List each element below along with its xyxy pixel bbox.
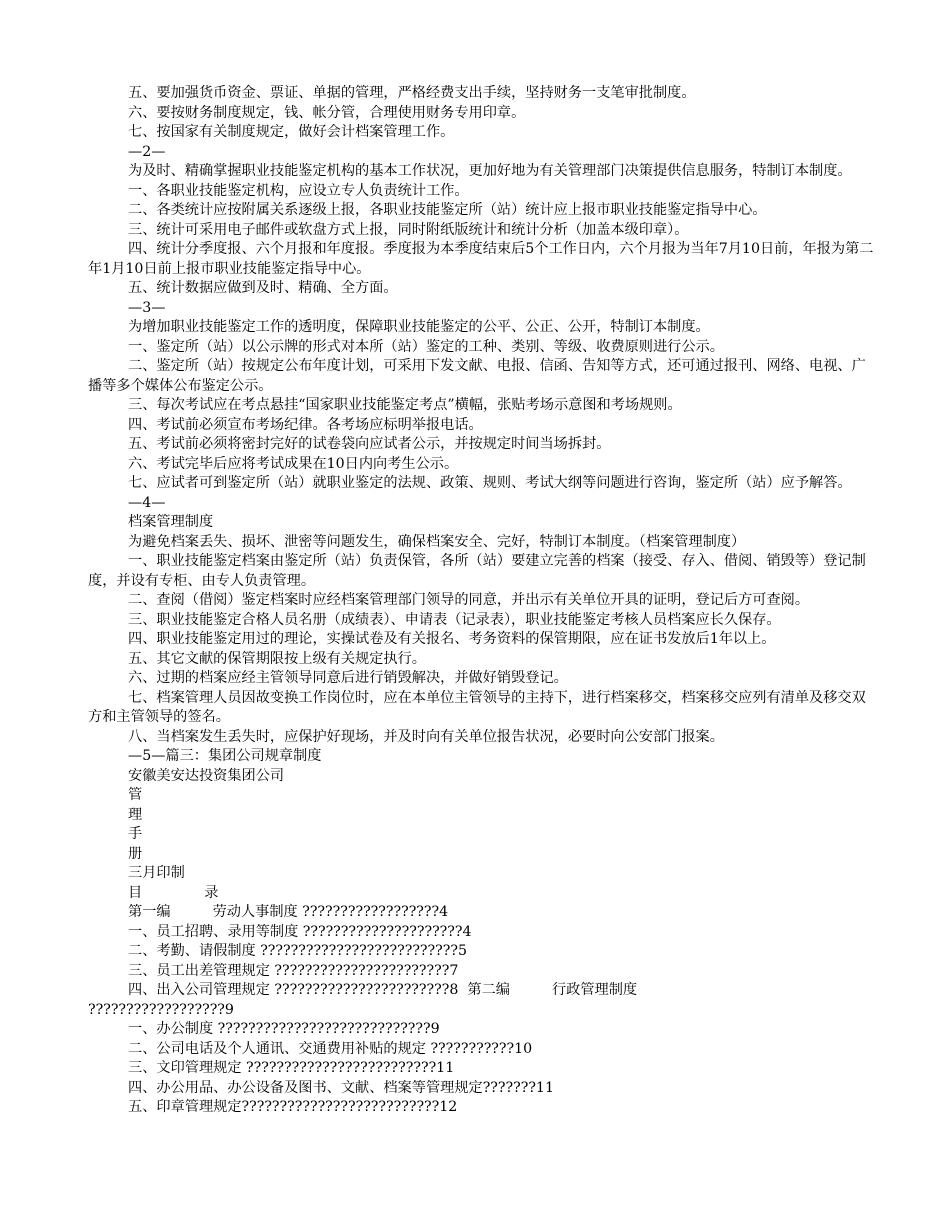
print-date: 三月印制: [128, 865, 185, 881]
paragraph: 四、统计分季度报、六个月报和年度报。季度报为本季度结束后5个工作日内，六个月报为当年7月10日前，年报为第二年1月10日前上报市职业技能鉴定指导中心。: [88, 241, 874, 277]
paragraph: 三、职业技能鉴定合格人员名册（成绩表）、申请表（记录表），职业技能鉴定考核人员档案应长久保存。: [128, 611, 781, 628]
toc-entry: 二、考勤、请假制度 ??????????????????????????5: [128, 943, 467, 959]
paragraph: 五、考试前必须将密封完好的试卷袋向应试者公示，并按规定时间当场拆封。: [128, 436, 611, 452]
paragraph: 四、职业技能鉴定用过的理论，实操试卷及有关报名、考务资料的保管期限，应在证书发放后1年以上。: [128, 631, 776, 647]
paragraph: 六、要按财务制度规定，钱、帐分管，合理使用财务专用印章。: [128, 104, 526, 121]
page-number: —3—: [128, 299, 166, 316]
paragraph: 一、各职业技能鉴定机构，应设立专人负责统计工作。: [128, 182, 469, 199]
paragraph: 二、查阅（借阅）鉴定档案时应经档案管理部门领导的同意，并出示有关单位开具的证明，登记后方可查阅。: [128, 592, 810, 608]
paragraph: 为及时、精确掌握职业技能鉴定机构的基本工作状况，更加好地为有关管理部门决策提供信息服务，特制订本制度。: [128, 163, 852, 179]
toc-entry-title: 四、出入公司管理规定 ???????????????????????8: [128, 982, 459, 998]
toc-entry: 二、公司电话及个人通讯、交通费用补贴的规定 ???????????10: [128, 1040, 533, 1057]
paragraph: 为增加职业技能鉴定工作的透明度，保障职业技能鉴定的公平、公正、公开，特制订本制度。: [128, 319, 710, 335]
page-number: —4—: [128, 494, 166, 511]
manual-title-char: 手: [128, 826, 143, 842]
toc-heading: [88, 884, 878, 904]
page-number: —2—: [128, 143, 166, 160]
toc-entry-title: 劳动人事制度 ??????????????????4: [212, 904, 449, 920]
paragraph: 一、职业技能鉴定档案由鉴定所（站）负责保管，各所（站）要建立完善的档案（接受、存入、借阅、销毁等）登记制度，并设有专柜、由专人负责管理。: [88, 553, 866, 589]
paragraph: 三、每次考试应在考点悬挂“国家职业技能鉴定考点”横幅，张贴考场示意图和考场规则。: [128, 397, 682, 413]
paragraph: 六、考试完毕后应将考试成果在10日内向考生公示。: [128, 455, 459, 472]
paragraph: 七、档案管理人员因故变换工作岗位时，应在本单位主管领导的主持下，进行档案移交，档案移交应列有清单及移交双方和主管领导的签名。: [88, 689, 866, 725]
paragraph: 五、要加强货币资金、票证、单据的管理，严格经费支出手续，坚持财务一支笔审批制度。: [128, 85, 696, 101]
toc-entry: 五、印章管理规定??????????????????????????12: [128, 1099, 458, 1115]
toc-entry: 一、员工招聘、录用等制度 ?????????????????????4: [128, 923, 472, 940]
paragraph: 二、各类统计应按附属关系逐级上报，各职业技能鉴定所（站）统计应上报市职业技能鉴定指导中心。: [128, 202, 767, 218]
paragraph: 为避免档案丢失、损坏、泄密等问题发生，确保档案安全、完好，特制订本制度。（档案管理制度）: [128, 533, 746, 550]
company-name: 安徽美安达投资集团公司: [128, 767, 285, 784]
page-number: —5—篇三：集团公司规章制度: [128, 748, 322, 764]
toc-entry: 三、员工出差管理规定 ???????????????????????7: [128, 962, 459, 979]
toc-entry: [88, 981, 878, 1001]
paragraph: 七、应试者可到鉴定所（站）就职业鉴定的法规、政策、规则、考试大纲等问题进行咨询，鉴定所（站）应予解答。: [128, 475, 852, 491]
toc-heading-char: 录: [204, 884, 219, 901]
paragraph: 五、其它文献的保管期限按上级有关规定执行。: [128, 650, 426, 667]
paragraph: 三、统计可采用电子邮件或软盘方式上报，同时附纸版统计和统计分析（加盖本级印章）。: [128, 221, 689, 238]
section-heading: 档案管理制度: [128, 514, 214, 530]
toc-part-label: 第一编: [128, 904, 171, 920]
paragraph: 一、鉴定所（站）以公示牌的形式对本所（站）鉴定的工种、类别、等级、收费原则进行公示。: [128, 338, 724, 355]
toc-entry: [88, 903, 878, 923]
document-body: [88, 84, 878, 1118]
paragraph: 六、过期的档案应经主管领导同意后进行销毁解决，并做好销毁登记。: [128, 670, 568, 686]
paragraph: 八、当档案发生丢失时，应保护好现场，并及时向有关单位报告状况，必要时向公安部门报案。: [128, 728, 724, 745]
paragraph: 七、按国家有关制度规定，做好会计档案管理工作。: [128, 124, 455, 140]
manual-title-char: 理: [128, 806, 143, 823]
paragraph: 五、统计数据应做到及时、精确、全方面。: [128, 280, 398, 296]
toc-entry: ??????????????????9: [88, 1001, 234, 1018]
toc-entry: 四、办公用品、办公设备及图书、文献、档案等管理规定???????11: [128, 1079, 554, 1096]
manual-title-char: 管: [128, 787, 143, 803]
toc-entry-title: 行政管理制度: [551, 982, 638, 998]
toc-part-label: 第二编: [467, 982, 510, 998]
paragraph: 四、考试前必须宣布考场纪律。各考场应标明举报电话。: [128, 416, 483, 433]
manual-title-char: 册: [128, 845, 143, 862]
toc-heading-char: 目: [128, 884, 143, 901]
toc-entry: 一、办公制度 ????????????????????????????9: [128, 1021, 440, 1037]
toc-entry: 三、文印管理规定 ?????????????????????????11: [128, 1060, 455, 1076]
paragraph: 二、鉴定所（站）按规定公布年度计划，可采用下发文献、电报、信函、告知等方式，还可通过报刊、网络、电视、广播等多个媒体公布鉴定公示。: [88, 358, 866, 394]
